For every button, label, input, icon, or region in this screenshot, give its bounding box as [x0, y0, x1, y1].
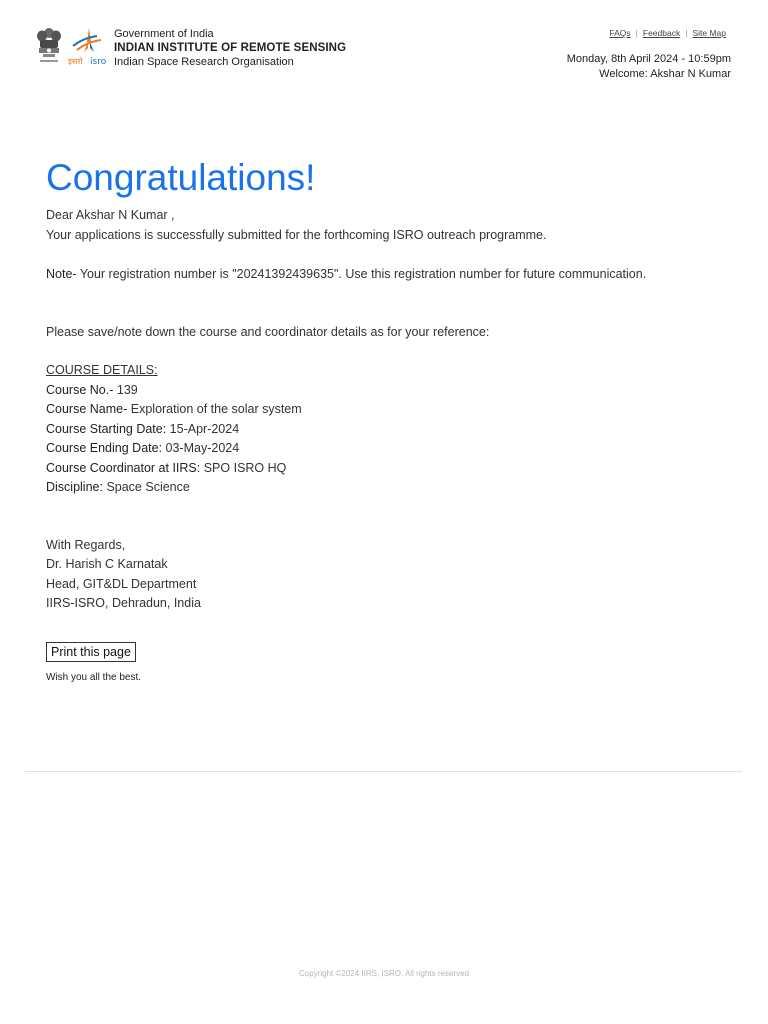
isro-logo-text: isro — [90, 57, 107, 67]
page-title: Congratulations! — [46, 157, 316, 198]
top-links — [609, 28, 726, 38]
org-name: Indian Space Research Organisation — [114, 56, 294, 68]
print-button[interactable]: Print this page — [46, 642, 136, 662]
course-end-row — [46, 439, 736, 459]
gov-label: Government of India — [114, 28, 214, 40]
course-start-label: Course Starting Date: — [46, 421, 167, 436]
link-separator: | — [685, 28, 688, 38]
discipline-label: Discipline: — [46, 480, 103, 494]
signatory-name: Dr. Harish C Karnatak — [46, 557, 168, 571]
course-no-row — [46, 381, 736, 401]
discipline-value: Space Science — [102, 480, 190, 494]
isro-logo-icon — [67, 26, 111, 70]
header-meta — [567, 52, 731, 82]
institute-name: INDIAN INSTITUTE OF REMOTE SENSING — [114, 42, 347, 54]
isro-logo-text-hindi: इसरो — [68, 57, 83, 66]
current-datetime: Monday, 8th April 2024 - 10:59pm — [566, 53, 731, 65]
course-name-value: Exploration of the solar system — [127, 402, 302, 416]
course-end-label: Course Ending Date: — [46, 441, 163, 455]
course-start-value: 15-Apr-2024 — [166, 421, 240, 436]
signatory-address: IIRS-ISRO, Dehradun, India — [46, 596, 201, 610]
course-coordinator-label: Course Coordinator at IIRS: — [46, 460, 201, 475]
regards-line: With Regards, — [46, 537, 126, 552]
course-no-value: 139 — [113, 382, 138, 397]
course-end-value: 03-May-2024 — [162, 441, 240, 455]
welcome-user: Welcome: Akshar N Kumar — [599, 68, 731, 80]
discipline-row — [46, 478, 736, 498]
submitted-message: Your applications is successfully submitted for the forthcoming ISRO outreach programme. — [46, 227, 547, 242]
divider — [25, 771, 742, 772]
copyright: Copyright ©2024 IIRS, ISRO. All rights reserved — [299, 969, 469, 978]
faqs-link[interactable]: FAQs — [609, 28, 631, 38]
course-coordinator-value: SPO ISRO HQ — [200, 460, 287, 475]
organization-block — [114, 27, 346, 69]
signatory-title: Head, GIT&DL Department — [46, 576, 197, 591]
wish-message: Wish you all the best. — [46, 671, 142, 683]
national-emblem-icon — [34, 26, 64, 66]
course-no-label: Course No.- — [46, 382, 114, 397]
course-name-label: Course Name- — [46, 402, 128, 416]
sitemap-link[interactable]: Site Map — [692, 28, 726, 38]
reference-message: Please save/note down the course and coordinator details as for your reference: — [46, 324, 490, 339]
main-content — [46, 156, 736, 683]
course-coordinator-row — [46, 459, 736, 479]
note-label: Note- — [46, 267, 77, 281]
note-text: Your registration number is "20241392439635". Use this registration number for future communication. — [76, 267, 647, 281]
link-separator: | — [635, 28, 638, 38]
course-start-row — [46, 420, 736, 440]
greeting: Dear Akshar N Kumar , — [46, 208, 175, 222]
feedback-link[interactable]: Feedback — [642, 28, 681, 38]
course-name-row — [46, 400, 736, 420]
course-details-heading: COURSE DETAILS: — [46, 363, 158, 377]
registration-note — [46, 265, 736, 285]
